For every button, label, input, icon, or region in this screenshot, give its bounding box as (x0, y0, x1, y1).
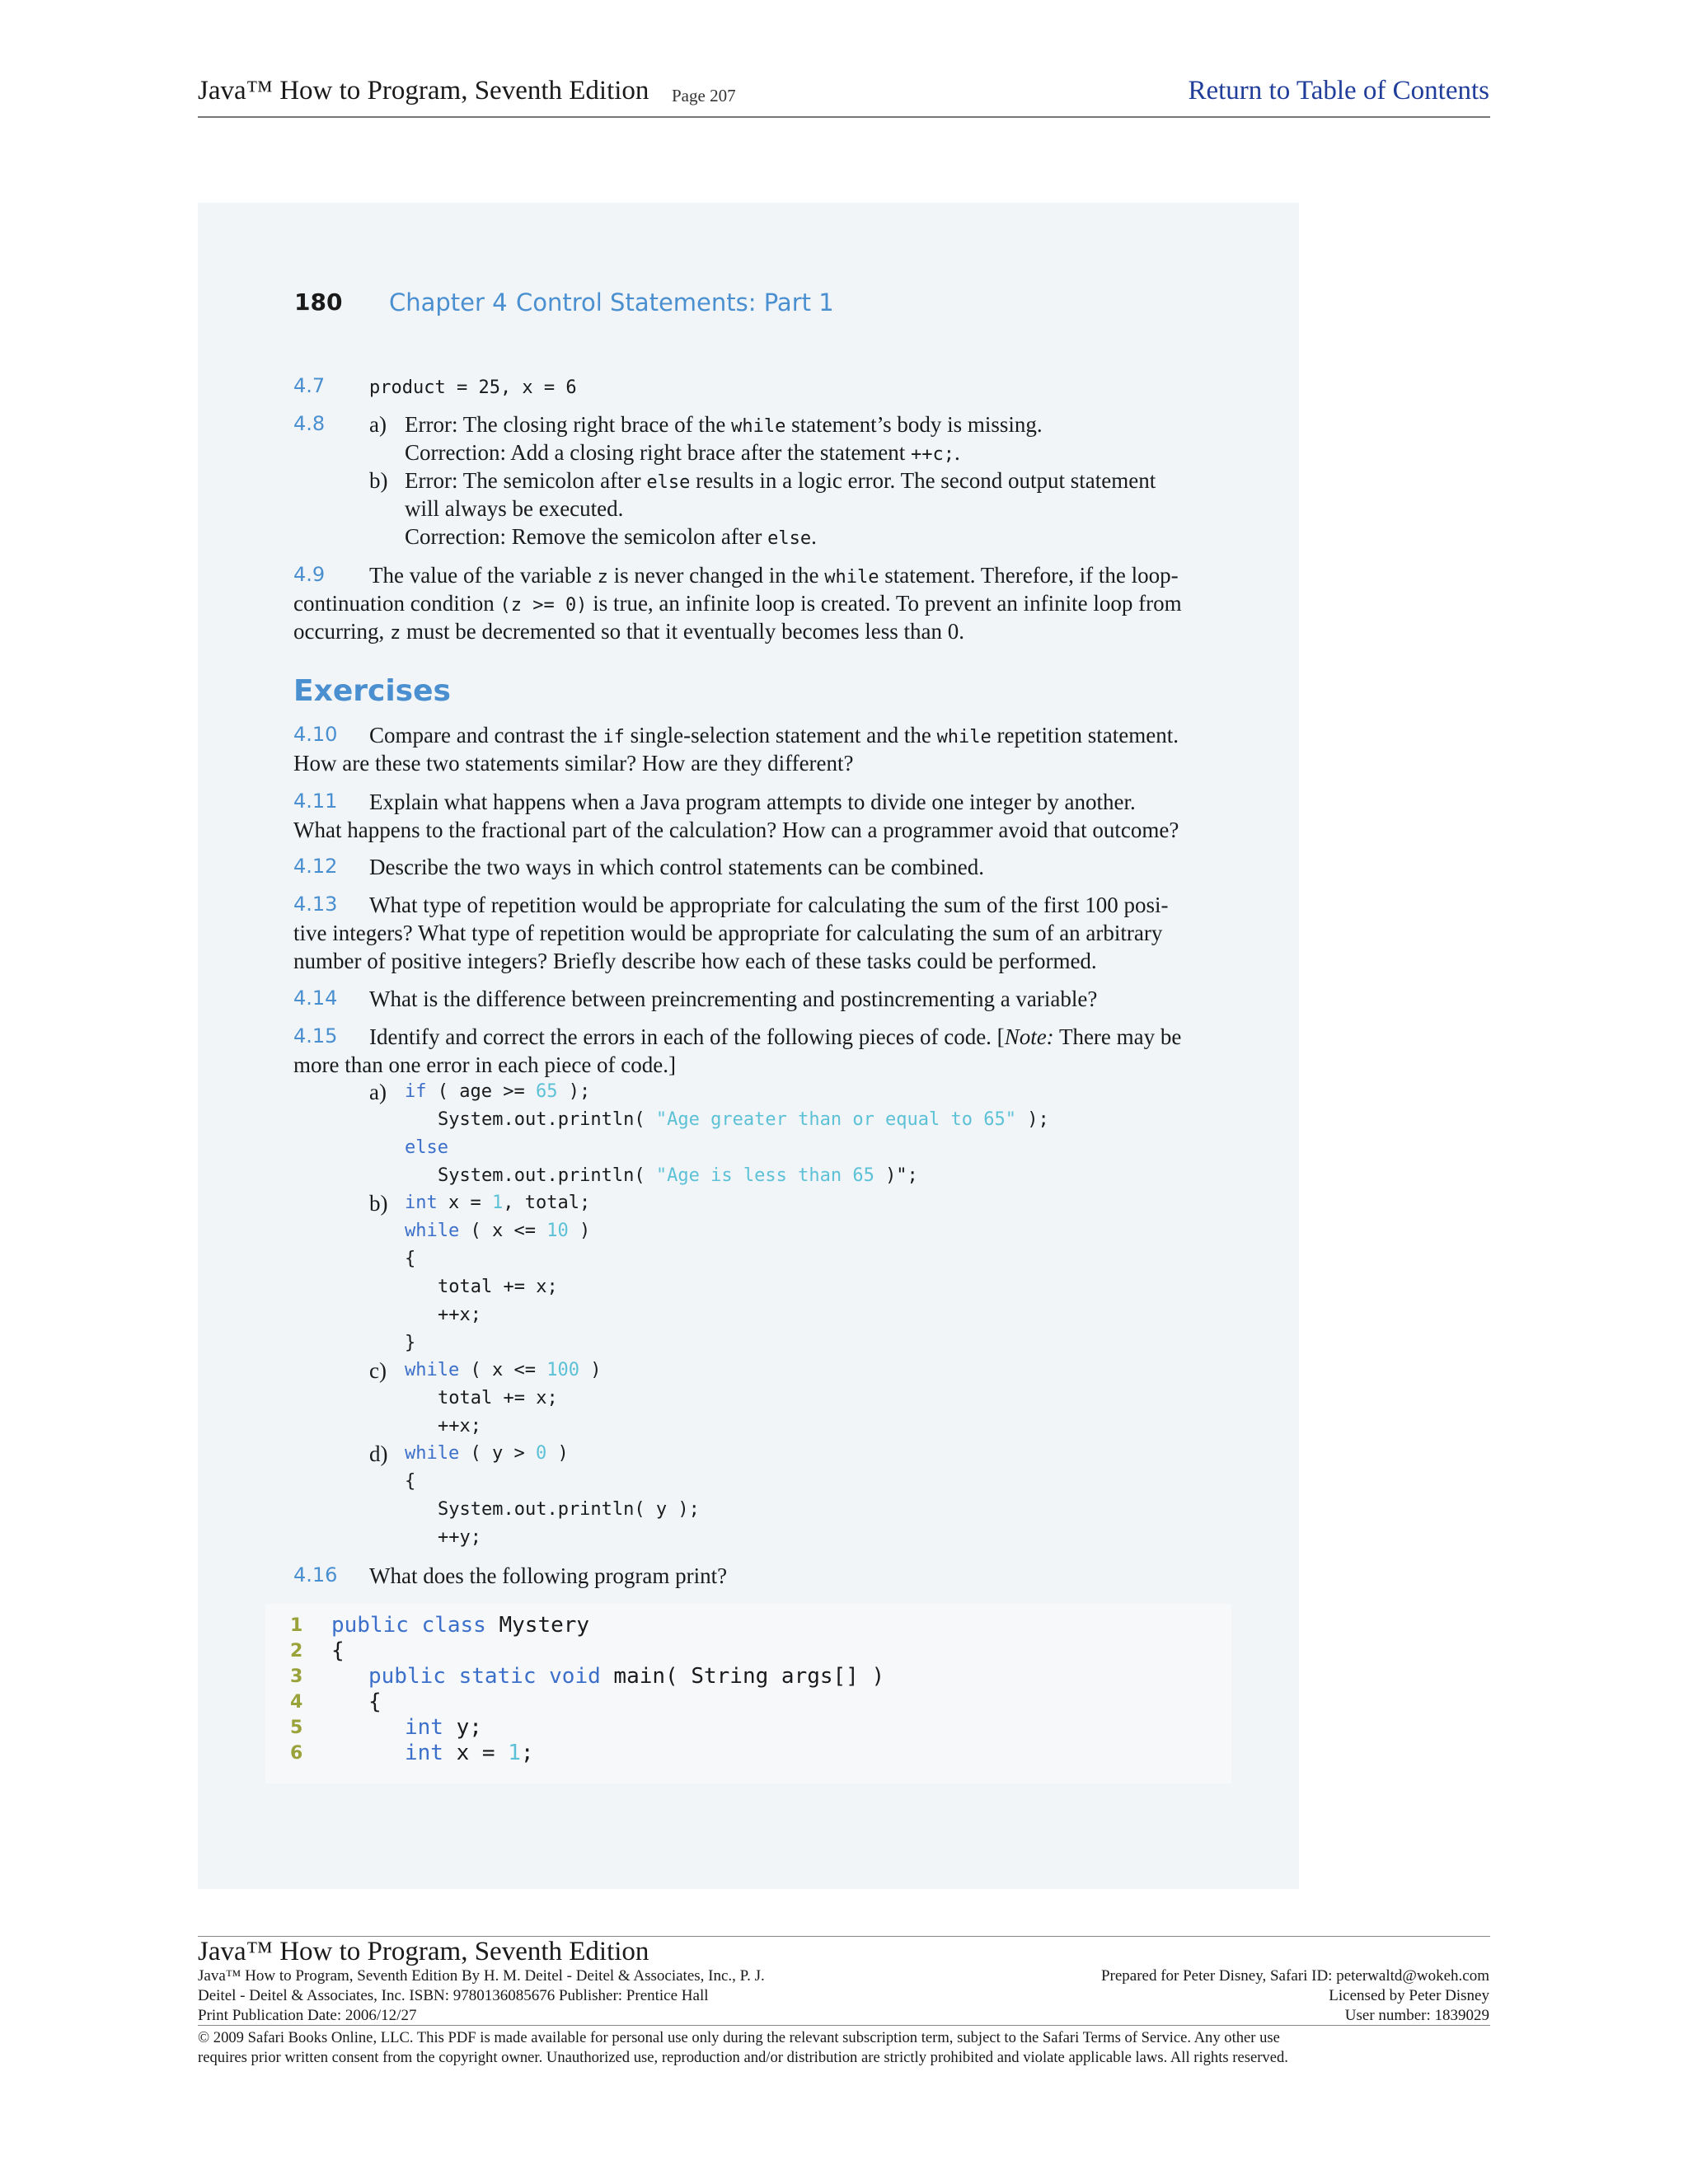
exercise-line: How are these two statements similar? How are they different? (293, 751, 854, 776)
line-number: 3 (290, 1666, 303, 1687)
code-line: { (405, 1471, 416, 1492)
item-label: d) (369, 1441, 388, 1466)
listing-line: int y; (405, 1715, 482, 1740)
answer-line: continuation condition (z >= 0) is true, an infinite loop is created. To prevent an infinite loop from (293, 591, 1182, 616)
footer-publication-date: Print Publication Date: 2006/12/27 (198, 2007, 417, 2024)
item-label: a) (369, 1080, 387, 1104)
exercise-line: What happens to the fractional part of the calculation? How can a programmer avoid that outcome? (293, 818, 1179, 842)
code-line: ++x; (438, 1305, 481, 1325)
chapter-title: Control Statements: Part 1 (516, 288, 834, 316)
exercise-number: 4.12 (293, 855, 338, 878)
exercises-heading: Exercises (293, 674, 451, 708)
line-number: 5 (290, 1718, 303, 1738)
item-label: a) (369, 412, 387, 437)
answer-number: 4.9 (293, 563, 326, 586)
exercise-number: 4.16 (293, 1563, 338, 1586)
footer-license-info: Licensed by Peter Disney (1329, 1987, 1489, 2004)
exercise-number: 4.13 (293, 893, 338, 916)
code-line: System.out.println( "Age greater than or equal to 65" ); (438, 1109, 1049, 1130)
answer-line: Correction: Remove the semicolon after else. (405, 524, 817, 549)
footer-publication-info: Java™ How to Program, Seventh Edition By H. M. Deitel - Deitel & Associates, Inc., P. J. (198, 1967, 765, 1985)
footer-user-number: User number: 1839029 (1344, 2007, 1489, 2024)
code-line: System.out.println( "Age is less than 65 )"; (438, 1165, 918, 1186)
page-indicator: Page 207 (672, 86, 736, 105)
answer-text: product = 25, x = 6 (369, 377, 577, 398)
answer-number: 4.8 (293, 412, 326, 435)
answer-line: Error: The closing right brace of the while statement’s body is missing. (405, 412, 1043, 437)
chapter-label: Chapter 4 (389, 288, 508, 316)
code-line: ++y; (438, 1527, 481, 1548)
line-number: 1 (290, 1615, 303, 1636)
exercise-line: Explain what happens when a Java program attempts to divide one integer by another. (369, 790, 1136, 814)
listing-line: int x = 1; (405, 1741, 534, 1765)
answer-number: 4.7 (293, 374, 326, 397)
footer-license-info: Prepared for Peter Disney, Safari ID: peterwaltd@wokeh.com (1100, 1967, 1489, 1985)
item-label: b) (369, 468, 388, 493)
listing-line: public class Mystery (331, 1613, 590, 1638)
code-line: System.out.println( y ); (438, 1499, 700, 1520)
answer-line: occurring, z must be decremented so that it eventually becomes less than 0. (293, 619, 965, 644)
footer-publication-info: Deitel - Deitel & Associates, Inc. ISBN: 9780136085676 Publisher: Prentice Hall (198, 1987, 709, 2004)
exercise-line: Compare and contrast the if single-selection statement and the while repetition statement. (369, 723, 1179, 748)
item-label: c) (369, 1358, 387, 1383)
code-line: } (405, 1333, 416, 1353)
exercise-line: What does the following program print? (369, 1563, 728, 1588)
footer-title: Java™ How to Program, Seventh Edition (198, 1937, 649, 1966)
answer-line: Error: The semicolon after else results in a logic error. The second output statement (405, 468, 1156, 493)
exercise-number: 4.15 (293, 1024, 338, 1047)
exercise-line: What is the difference between preincrementing and postincrementing a variable? (369, 987, 1098, 1011)
code-line: int x = 1, total; (405, 1193, 591, 1213)
line-number: 2 (290, 1641, 303, 1661)
listing-line: public static void main( String args[] ) (368, 1664, 885, 1689)
listing-line: { (368, 1690, 382, 1714)
code-line: total += x; (438, 1277, 558, 1297)
code-line: { (405, 1249, 416, 1269)
code-line: ++x; (438, 1416, 481, 1436)
answer-line: The value of the variable z is never changed in the while statement. Therefore, if the loop- (369, 563, 1179, 588)
document-title: Java™ How to Program, Seventh Edition (198, 76, 649, 105)
item-label: b) (369, 1191, 388, 1216)
exercise-line: tive integers? What type of repetition would be appropriate for calculating the sum of an arbitrary (293, 921, 1163, 945)
toc-link[interactable]: Return to Table of Contents (1188, 76, 1489, 105)
exercise-number: 4.11 (293, 790, 338, 813)
book-page-number: 180 (294, 288, 343, 316)
exercise-line: number of positive integers? Briefly describe how each of these tasks could be performed. (293, 949, 1097, 973)
code-line: else (405, 1137, 448, 1158)
exercise-line: more than one error in each piece of code.] (293, 1052, 677, 1077)
exercise-number: 4.10 (293, 723, 338, 746)
exercise-line: What type of repetition would be appropriate for calculating the sum of the first 100 posi- (369, 893, 1169, 917)
footer-divider (198, 2025, 1490, 2026)
answer-line: Correction: Add a closing right brace after the statement ++c;. (405, 440, 960, 465)
header-divider (198, 116, 1490, 118)
footer-copyright: requires prior written consent from the copyright owner. Unauthorized use, reproduction and/or distribution are strictly prohibited and violate applicable laws. All rights reserved. (198, 2049, 1288, 2066)
line-number: 6 (290, 1743, 303, 1764)
code-line: while ( y > 0 ) (405, 1443, 569, 1464)
footer-copyright: © 2009 Safari Books Online, LLC. This PDF is made available for personal use only during the relevant subscription term, subject to the Safari Terms of Service. Any other use (198, 2029, 1280, 2046)
exercise-number: 4.14 (293, 987, 338, 1010)
listing-line: { (331, 1638, 345, 1663)
exercise-line: Identify and correct the errors in each of the following pieces of code. [Note: There may be (369, 1024, 1182, 1049)
answer-line: will always be executed. (405, 496, 624, 521)
code-line: while ( x <= 100 ) (405, 1360, 602, 1380)
code-line: if ( age >= 65 ); (405, 1081, 591, 1102)
exercise-line: Describe the two ways in which control statements can be combined. (369, 855, 985, 879)
code-line: total += x; (438, 1388, 558, 1408)
line-number: 4 (290, 1692, 303, 1713)
code-line: while ( x <= 10 ) (405, 1221, 591, 1241)
